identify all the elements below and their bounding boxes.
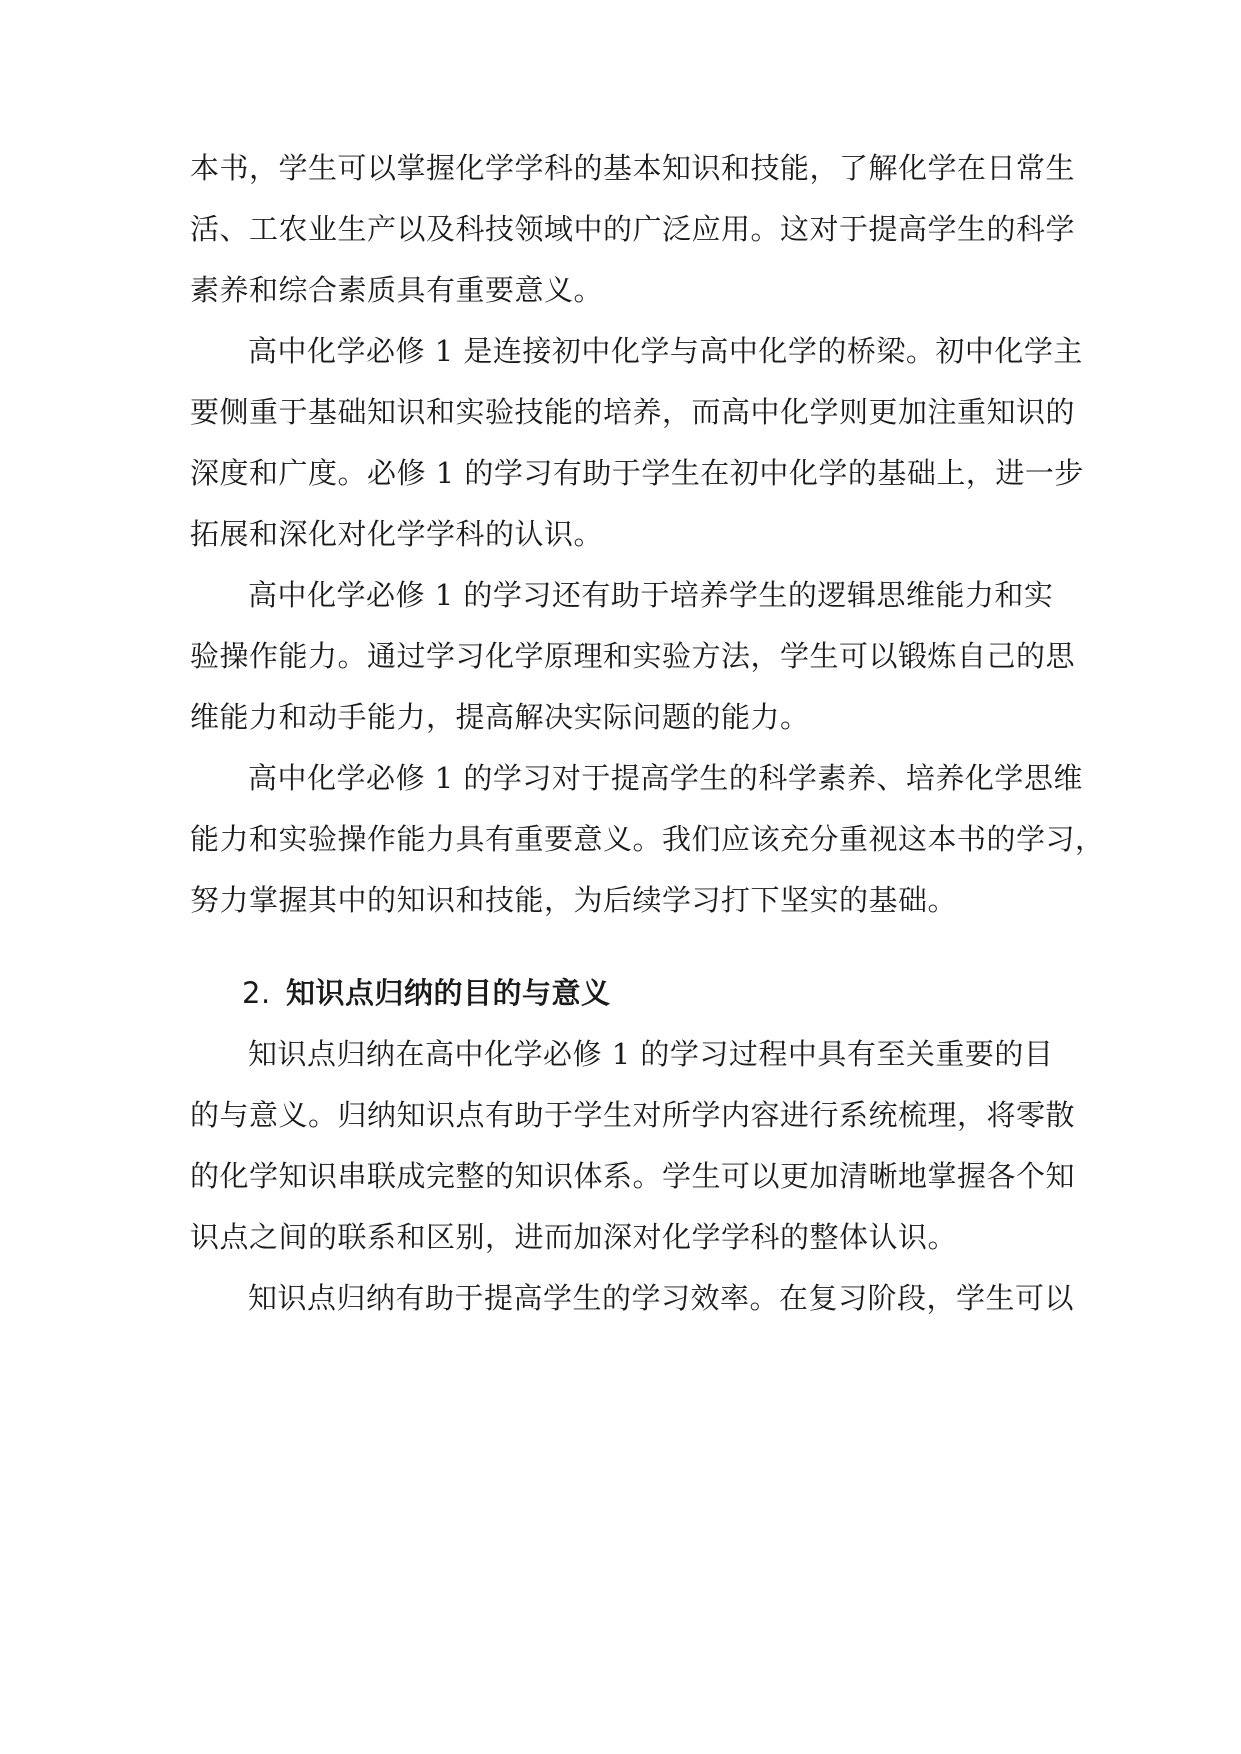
paragraph-purpose — [190, 1024, 1076, 1268]
text-line: 素养和综合素质具有重要意义。 — [190, 273, 604, 307]
text-line: 知识点归纳有助于提高学生的学习效率。在复习阶段，学生可以 — [248, 1281, 1075, 1315]
text-line: 本书，学生可以掌握化学学科的基本知识和技能，了解化学在日常生 — [190, 151, 1076, 185]
text-line: 拓展和深化对化学学科的认识。 — [190, 517, 604, 551]
paragraph-intro-continuation — [190, 138, 1076, 321]
paragraph-bridge — [190, 321, 1084, 565]
paragraph-conclusion — [190, 748, 1105, 931]
text-line: 深度和广度。必修 1 的学习有助于学生在初中化学的基础上，进一步 — [190, 456, 1084, 490]
text-line: 维能力和动手能力，提高解决实际问题的能力。 — [190, 700, 810, 734]
text-line: 活、工农业生产以及科技领域中的广泛应用。这对于提高学生的科学 — [190, 212, 1076, 246]
document-body — [190, 138, 1105, 1329]
text-line: 识点之间的联系和区别，进而加深对化学学科的整体认识。 — [190, 1220, 958, 1254]
section-heading — [190, 963, 1060, 1024]
text-line: 高中化学必修 1 的学习对于提高学生的科学素养、培养化学思维 — [248, 761, 1083, 795]
text-line: 高中化学必修 1 是连接初中化学与高中化学的桥梁。初中化学主 — [248, 334, 1083, 368]
paragraph-efficiency — [190, 1268, 1075, 1329]
text-line: 的化学知识串联成完整的知识体系。学生可以更加清晰地掌握各个知 — [190, 1159, 1076, 1193]
text-line: 验操作能力。通过学习化学原理和实验方法，学生可以锻炼自己的思 — [190, 639, 1076, 673]
section-number: 2. — [242, 976, 271, 1010]
text-line: 能力和实验操作能力具有重要意义。我们应该充分重视这本书的学习， — [190, 822, 1105, 856]
text-line: 要侧重于基础知识和实验技能的培养，而高中化学则更加注重知识的 — [190, 395, 1076, 429]
text-line: 高中化学必修 1 的学习还有助于培养学生的逻辑思维能力和实 — [248, 578, 1054, 612]
text-line: 知识点归纳在高中化学必修 1 的学习过程中具有至关重要的目 — [248, 1037, 1054, 1071]
text-line: 努力掌握其中的知识和技能，为后续学习打下坚实的基础。 — [190, 883, 958, 917]
text-line: 的与意义。归纳知识点有助于学生对所学内容进行系统梳理，将零散 — [190, 1098, 1076, 1132]
paragraph-logic — [190, 565, 1076, 748]
section-title: 知识点归纳的目的与意义 — [286, 976, 611, 1010]
section-spacer — [190, 931, 1060, 963]
